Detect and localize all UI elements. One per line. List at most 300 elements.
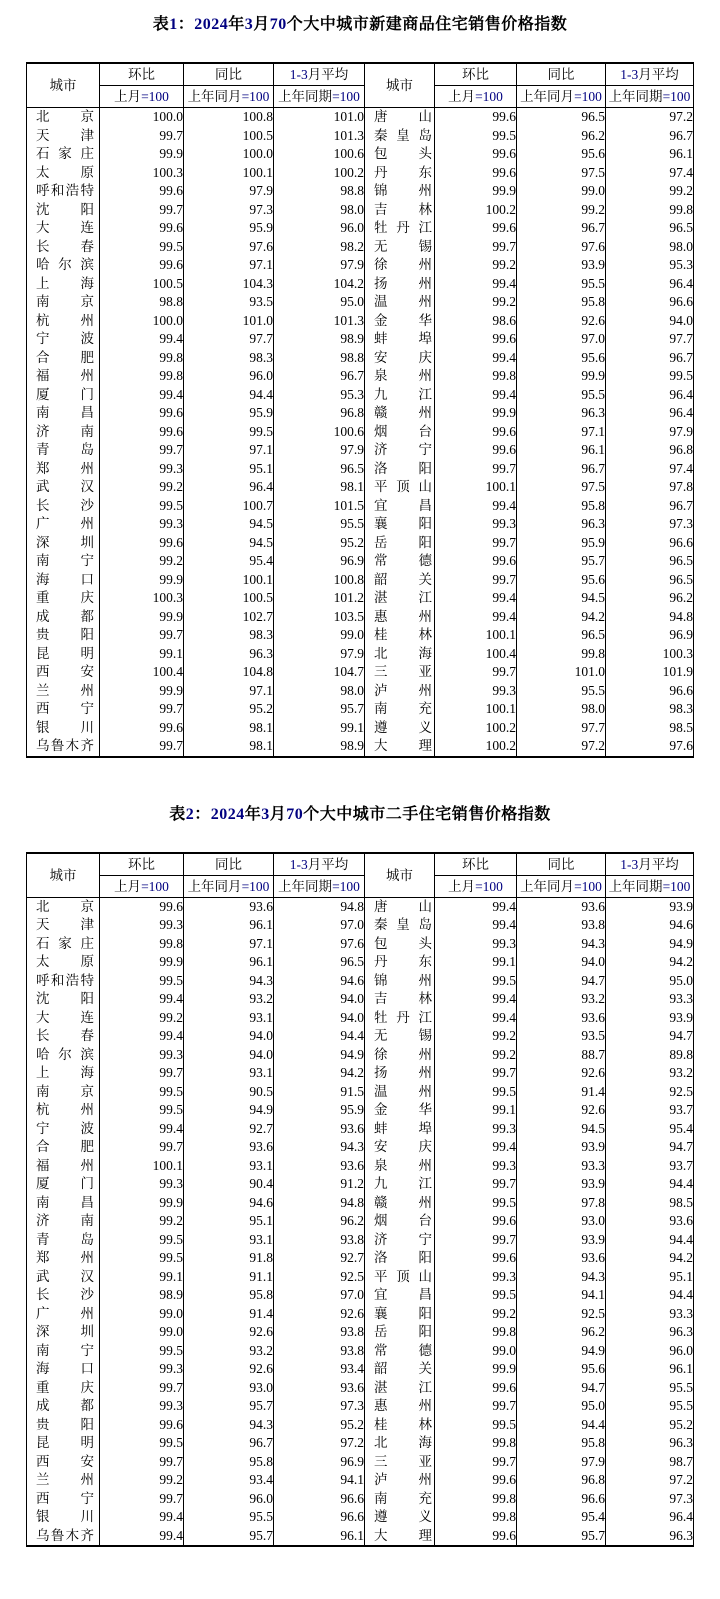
city-cell [365, 682, 435, 701]
value-cell: 99.5 [100, 1231, 184, 1250]
value-cell: 99.4 [100, 1120, 184, 1139]
city-cell [365, 972, 435, 991]
value-cell: 94.8 [274, 1194, 365, 1213]
table-row [27, 1453, 694, 1472]
city-name: 安庆 [374, 349, 432, 365]
city-name: 西安 [36, 664, 94, 679]
value-cell: 99.2 [100, 552, 184, 571]
value-cell: 99.6 [100, 182, 184, 201]
column-header-mom: 环比 [435, 853, 517, 876]
value-cell: 97.2 [606, 108, 694, 127]
value-cell: 93.9 [517, 1175, 606, 1194]
city-cell [365, 1471, 435, 1490]
value-cell: 99.8 [100, 349, 184, 368]
value-cell: 93.5 [184, 293, 274, 312]
value-cell: 96.5 [517, 108, 606, 127]
city-cell [27, 1194, 100, 1213]
value-cell: 96.9 [274, 552, 365, 571]
value-cell: 96.4 [606, 275, 694, 294]
city-cell [27, 571, 100, 590]
value-cell: 101.3 [274, 127, 365, 146]
value-cell: 92.6 [517, 1101, 606, 1120]
city-name: 温州 [374, 294, 432, 309]
city-name: 牡丹江 [374, 220, 432, 235]
value-cell: 92.6 [184, 1360, 274, 1379]
city-name: 丹东 [374, 164, 432, 180]
value-cell: 99.6 [435, 219, 517, 238]
value-cell: 99.1 [435, 953, 517, 972]
column-header-city: 城市 [27, 63, 100, 108]
value-cell: 101.5 [274, 497, 365, 516]
value-cell: 100.2 [435, 201, 517, 220]
value-cell: 99.7 [435, 1175, 517, 1194]
value-cell: 93.6 [274, 1157, 365, 1176]
value-cell: 100.2 [435, 719, 517, 738]
value-cell: 93.1 [184, 1009, 274, 1028]
city-cell [27, 608, 100, 627]
value-cell: 93.9 [517, 1138, 606, 1157]
city-name: 桂林 [374, 627, 432, 642]
value-cell: 93.3 [606, 990, 694, 1009]
value-cell: 95.2 [606, 1416, 694, 1435]
value-cell: 95.3 [606, 256, 694, 275]
value-cell: 96.7 [606, 349, 694, 368]
value-cell: 99.6 [100, 219, 184, 238]
city-cell [27, 552, 100, 571]
value-cell: 99.3 [100, 1397, 184, 1416]
city-cell [27, 219, 100, 238]
value-cell: 99.5 [435, 1416, 517, 1435]
value-cell: 96.6 [606, 682, 694, 701]
value-cell: 96.7 [606, 127, 694, 146]
value-cell: 93.9 [517, 1231, 606, 1250]
city-name: 襄阳 [374, 516, 432, 531]
table-row [27, 164, 694, 183]
column-header-yoy: 同比 [517, 63, 606, 86]
value-cell: 101.0 [517, 663, 606, 682]
value-cell: 100.6 [274, 423, 365, 442]
city-name: 惠州 [374, 1398, 432, 1413]
value-cell: 96.2 [274, 1212, 365, 1231]
city-cell [27, 935, 100, 954]
value-cell: 99.4 [435, 589, 517, 608]
table-row [27, 1157, 694, 1176]
value-cell: 99.4 [435, 608, 517, 627]
table-row [27, 897, 694, 916]
table-row [27, 608, 694, 627]
value-cell: 92.7 [184, 1120, 274, 1139]
city-cell [365, 552, 435, 571]
column-header-city: 城市 [27, 853, 100, 898]
value-cell: 99.3 [435, 1120, 517, 1139]
city-name: 徐州 [374, 257, 432, 272]
city-cell [365, 1027, 435, 1046]
value-cell: 99.3 [100, 460, 184, 479]
value-cell: 97.0 [274, 1286, 365, 1305]
city-cell [365, 275, 435, 294]
value-cell: 100.1 [100, 1157, 184, 1176]
city-name: 岳阳 [374, 534, 432, 550]
city-cell [27, 645, 100, 664]
city-cell [27, 1046, 100, 1065]
table-row [27, 663, 694, 682]
city-cell [27, 1527, 100, 1547]
value-cell: 96.8 [274, 404, 365, 423]
value-cell: 99.4 [435, 386, 517, 405]
table-row [27, 441, 694, 460]
city-cell [365, 608, 435, 627]
value-cell: 95.0 [517, 1397, 606, 1416]
value-cell: 101.9 [606, 663, 694, 682]
table-row [27, 589, 694, 608]
value-cell: 93.2 [184, 990, 274, 1009]
table-row [27, 552, 694, 571]
value-cell: 95.6 [517, 145, 606, 164]
table-row [27, 312, 694, 331]
city-cell [365, 571, 435, 590]
value-cell: 99.6 [435, 1249, 517, 1268]
value-cell: 99.7 [100, 1379, 184, 1398]
value-cell: 91.1 [184, 1268, 274, 1287]
city-cell [27, 1416, 100, 1435]
value-cell: 99.4 [100, 330, 184, 349]
value-cell: 94.6 [606, 916, 694, 935]
table-row [27, 719, 694, 738]
city-cell [365, 1249, 435, 1268]
city-name: 泸州 [374, 1472, 432, 1487]
value-cell: 95.9 [184, 404, 274, 423]
value-cell: 93.9 [606, 897, 694, 916]
value-cell: 99.2 [517, 201, 606, 220]
value-cell: 96.3 [184, 645, 274, 664]
city-cell [365, 1508, 435, 1527]
value-cell: 99.8 [435, 1323, 517, 1342]
column-header-city: 城市 [365, 63, 435, 108]
value-cell: 99.6 [435, 1471, 517, 1490]
value-cell: 99.0 [517, 182, 606, 201]
value-cell: 99.2 [100, 1212, 184, 1231]
city-name: 济南 [36, 1213, 94, 1228]
city-cell [27, 916, 100, 935]
city-cell [27, 367, 100, 386]
value-cell: 95.4 [184, 552, 274, 571]
table-row [27, 1434, 694, 1453]
value-cell: 93.0 [184, 1379, 274, 1398]
value-cell: 99.0 [274, 626, 365, 645]
city-cell [365, 108, 435, 127]
city-cell [27, 990, 100, 1009]
value-cell: 97.9 [274, 645, 365, 664]
column-subheader-mom-base: 上月=100 [100, 875, 184, 897]
table-row [27, 182, 694, 201]
value-cell: 93.2 [517, 990, 606, 1009]
city-cell [365, 626, 435, 645]
city-name: 常德 [374, 553, 432, 568]
city-name: 三亚 [374, 1453, 432, 1469]
city-cell [27, 423, 100, 442]
city-cell [365, 460, 435, 479]
value-cell: 99.9 [100, 608, 184, 627]
value-cell: 99.5 [435, 1286, 517, 1305]
city-name: 杭州 [36, 1102, 94, 1117]
value-cell: 90.5 [184, 1083, 274, 1102]
value-cell: 100.0 [100, 108, 184, 127]
value-cell: 100.4 [435, 645, 517, 664]
city-cell [365, 1194, 435, 1213]
table2-body [27, 897, 694, 1546]
table-row [27, 916, 694, 935]
table-row [27, 737, 694, 757]
value-cell: 97.1 [184, 682, 274, 701]
column-subheader-yoy-base: 上年同月=100 [184, 86, 274, 108]
city-name: 平顶山 [374, 479, 432, 494]
value-cell: 97.1 [184, 935, 274, 954]
city-cell [365, 386, 435, 405]
value-cell: 94.6 [184, 1194, 274, 1213]
table-row [27, 1471, 694, 1490]
value-cell: 99.7 [100, 441, 184, 460]
value-cell: 100.1 [184, 164, 274, 183]
value-cell: 100.8 [184, 108, 274, 127]
value-cell: 93.1 [184, 1064, 274, 1083]
city-name: 重庆 [36, 1379, 94, 1395]
column-header-avg: 1-3月平均 [606, 853, 694, 876]
city-cell [27, 897, 100, 916]
value-cell: 94.7 [517, 1379, 606, 1398]
value-cell: 99.6 [100, 719, 184, 738]
value-cell: 94.8 [606, 608, 694, 627]
city-name: 呼和浩特 [36, 972, 94, 988]
city-cell [27, 293, 100, 312]
value-cell: 97.2 [606, 1471, 694, 1490]
city-cell [27, 589, 100, 608]
city-name: 襄阳 [374, 1305, 432, 1321]
table-row [27, 1286, 694, 1305]
city-cell [365, 515, 435, 534]
value-cell: 100.5 [184, 127, 274, 146]
value-cell: 97.2 [274, 1434, 365, 1453]
table-row [27, 423, 694, 442]
city-cell [365, 1286, 435, 1305]
city-name: 长春 [36, 238, 94, 254]
value-cell: 99.8 [435, 1490, 517, 1509]
table-row [27, 1046, 694, 1065]
city-name: 上海 [36, 275, 94, 291]
value-cell: 100.5 [184, 589, 274, 608]
value-cell: 88.7 [517, 1046, 606, 1065]
city-cell [365, 1527, 435, 1547]
value-cell: 99.1 [100, 645, 184, 664]
table-row [27, 1360, 694, 1379]
value-cell: 96.8 [606, 441, 694, 460]
value-cell: 100.2 [435, 737, 517, 757]
table-row [27, 1268, 694, 1287]
table-row [27, 682, 694, 701]
city-name: 石家庄 [36, 935, 94, 951]
value-cell: 92.6 [184, 1323, 274, 1342]
value-cell: 93.6 [517, 1009, 606, 1028]
value-cell: 99.7 [435, 534, 517, 553]
city-cell [27, 737, 100, 757]
city-cell [365, 953, 435, 972]
value-cell: 97.5 [517, 164, 606, 183]
city-cell [27, 404, 100, 423]
city-name: 南京 [36, 294, 94, 309]
value-cell: 101.3 [274, 312, 365, 331]
city-name: 兰州 [36, 1472, 94, 1487]
value-cell: 99.3 [100, 916, 184, 935]
city-cell [365, 182, 435, 201]
value-cell: 95.7 [517, 552, 606, 571]
value-cell: 99.3 [100, 1175, 184, 1194]
city-cell [365, 145, 435, 164]
value-cell: 100.3 [100, 589, 184, 608]
value-cell: 94.4 [606, 1231, 694, 1250]
city-name: 丹东 [374, 954, 432, 969]
city-cell [365, 719, 435, 738]
city-name: 天津 [36, 917, 94, 932]
city-name: 锦州 [374, 972, 432, 988]
table-row [27, 386, 694, 405]
value-cell: 94.0 [184, 1027, 274, 1046]
value-cell: 96.0 [184, 367, 274, 386]
value-cell: 99.4 [435, 497, 517, 516]
city-name: 桂林 [374, 1416, 432, 1432]
value-cell: 93.2 [606, 1064, 694, 1083]
table1-title: 表1：2024年3月70个大中城市新建商品住宅销售价格指数 [152, 16, 568, 33]
city-name: 广州 [36, 1305, 94, 1321]
city-name: 长沙 [36, 1287, 94, 1302]
value-cell: 99.5 [100, 1249, 184, 1268]
city-cell [27, 478, 100, 497]
table1-body [27, 108, 694, 757]
value-cell: 93.6 [606, 1212, 694, 1231]
city-cell [27, 1397, 100, 1416]
value-cell: 96.5 [606, 219, 694, 238]
value-cell: 99.6 [100, 423, 184, 442]
value-cell: 99.7 [100, 127, 184, 146]
table-row [27, 935, 694, 954]
table-row [27, 1101, 694, 1120]
city-cell [27, 349, 100, 368]
value-cell: 96.1 [517, 441, 606, 460]
value-cell: 98.0 [274, 201, 365, 220]
value-cell: 96.4 [606, 1508, 694, 1527]
city-name: 秦皇岛 [374, 917, 432, 932]
value-cell: 98.7 [606, 1453, 694, 1472]
value-cell: 95.4 [517, 1508, 606, 1527]
value-cell: 95.3 [274, 386, 365, 405]
value-cell: 93.6 [274, 1379, 365, 1398]
value-cell: 98.8 [100, 293, 184, 312]
table-row [27, 972, 694, 991]
value-cell: 92.5 [606, 1083, 694, 1102]
city-cell [365, 935, 435, 954]
value-cell: 96.1 [184, 953, 274, 972]
value-cell: 95.6 [517, 349, 606, 368]
city-cell [365, 1009, 435, 1028]
table-row [27, 1527, 694, 1547]
city-name: 遵义 [374, 1509, 432, 1524]
value-cell: 95.8 [517, 293, 606, 312]
value-cell: 95.7 [517, 1527, 606, 1547]
value-cell: 93.2 [184, 1342, 274, 1361]
city-cell [27, 386, 100, 405]
city-cell [365, 404, 435, 423]
city-cell [27, 1157, 100, 1176]
value-cell: 100.3 [606, 645, 694, 664]
column-header-avg: 1-3月平均 [274, 63, 365, 86]
value-cell: 95.5 [517, 682, 606, 701]
value-cell: 93.8 [274, 1342, 365, 1361]
value-cell: 96.8 [517, 1471, 606, 1490]
city-name: 西宁 [36, 1490, 94, 1506]
city-name: 武汉 [36, 479, 94, 494]
value-cell: 93.4 [274, 1360, 365, 1379]
value-cell: 93.6 [184, 1138, 274, 1157]
value-cell: 99.8 [100, 367, 184, 386]
value-cell: 100.1 [184, 571, 274, 590]
value-cell: 97.8 [606, 478, 694, 497]
value-cell: 98.1 [274, 478, 365, 497]
value-cell: 97.5 [517, 478, 606, 497]
table-row [27, 1027, 694, 1046]
city-cell [27, 1471, 100, 1490]
value-cell: 99.8 [606, 201, 694, 220]
city-cell [365, 589, 435, 608]
value-cell: 96.1 [184, 916, 274, 935]
value-cell: 99.7 [100, 201, 184, 220]
value-cell: 97.9 [517, 1453, 606, 1472]
city-cell [365, 663, 435, 682]
value-cell: 99.3 [100, 1046, 184, 1065]
value-cell: 99.3 [435, 935, 517, 954]
table-row [27, 626, 694, 645]
value-cell: 93.6 [184, 897, 274, 916]
city-cell [365, 478, 435, 497]
table-row [27, 1323, 694, 1342]
value-cell: 96.6 [274, 1490, 365, 1509]
value-cell: 99.6 [435, 1212, 517, 1231]
column-header-yoy: 同比 [517, 853, 606, 876]
city-name: 昆明 [36, 1435, 94, 1450]
value-cell: 93.0 [517, 1212, 606, 1231]
value-cell: 96.5 [274, 953, 365, 972]
city-cell [365, 1138, 435, 1157]
city-cell [365, 534, 435, 553]
column-header-yoy: 同比 [184, 63, 274, 86]
city-cell [365, 1064, 435, 1083]
city-name: 银川 [36, 1509, 94, 1524]
city-cell [27, 1305, 100, 1324]
city-cell [27, 108, 100, 127]
column-header-avg: 1-3月平均 [274, 853, 365, 876]
city-name: 烟台 [374, 1213, 432, 1228]
city-name: 广州 [36, 516, 94, 531]
city-cell [365, 1490, 435, 1509]
value-cell: 98.3 [184, 349, 274, 368]
value-cell: 99.7 [435, 1064, 517, 1083]
city-name: 长沙 [36, 497, 94, 513]
value-cell: 95.9 [184, 219, 274, 238]
value-cell: 92.6 [517, 1064, 606, 1083]
city-cell [27, 238, 100, 257]
value-cell: 99.7 [100, 700, 184, 719]
city-cell [365, 164, 435, 183]
value-cell: 102.7 [184, 608, 274, 627]
value-cell: 94.9 [606, 935, 694, 954]
value-cell: 93.7 [606, 1101, 694, 1120]
